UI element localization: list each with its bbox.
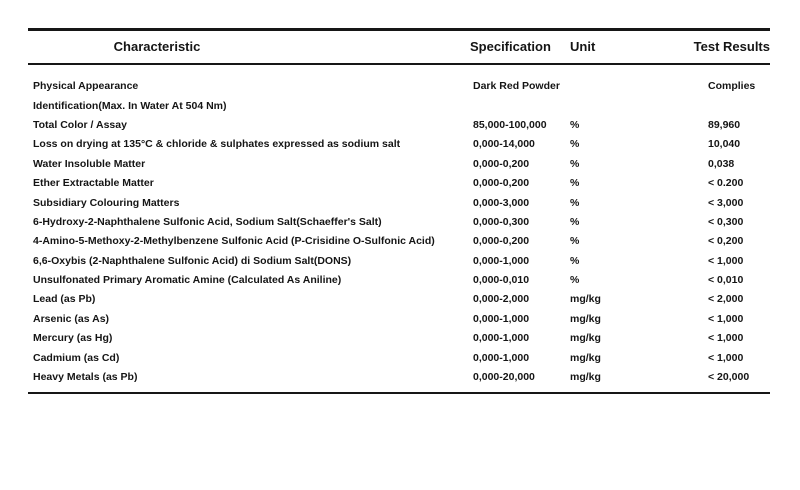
row-characteristic: Subsidiary Colouring Matters: [33, 196, 180, 209]
table-row: [28, 329, 770, 348]
row-characteristic: Total Color / Assay: [33, 118, 127, 131]
row-characteristic: Heavy Metals (as Pb): [33, 371, 138, 384]
row-specification: 0,000-14,000: [473, 138, 535, 151]
row-test-result: < 20,000: [708, 371, 750, 384]
row-unit: mg/kg: [570, 293, 601, 306]
column-header-specification: Specification: [470, 39, 551, 54]
row-specification: 0,000-1,000: [473, 351, 530, 364]
row-characteristic: Ether Extractable Matter: [33, 177, 154, 190]
row-test-result: 10,040: [708, 138, 741, 151]
row-characteristic: Water Insoluble Matter: [33, 157, 146, 170]
row-unit: mg/kg: [570, 371, 601, 384]
table-row: [28, 232, 770, 251]
row-specification: 85,000-100,000: [473, 118, 547, 131]
column-header-characteristic: Characteristic: [113, 39, 201, 54]
table-row: [28, 193, 770, 212]
row-specification: 0,000-0,200: [473, 157, 530, 170]
row-test-result: < 1,000: [708, 351, 744, 364]
row-specification: 0,000-1,000: [473, 254, 530, 267]
row-unit: %: [570, 177, 580, 190]
row-test-result: Complies: [708, 80, 756, 93]
row-unit: mg/kg: [570, 351, 601, 364]
row-test-result: 89,960: [708, 118, 741, 131]
row-characteristic: Cadmium (as Cd): [33, 351, 120, 364]
table-row: [28, 155, 770, 174]
row-characteristic: 4-Amino-5-Methoxy-2-Methylbenzene Sulfonic Acid (P-Crisidine O-Sulfonic Acid): [33, 235, 435, 248]
table-row: [28, 310, 770, 329]
row-characteristic: Arsenic (as As): [33, 312, 110, 325]
row-unit: %: [570, 274, 580, 287]
row-specification: 0,000-1,000: [473, 332, 530, 345]
row-unit: mg/kg: [570, 312, 601, 325]
table-row: [28, 77, 770, 96]
row-unit: %: [570, 254, 580, 267]
table-bottom-rule: [28, 392, 770, 394]
row-unit: %: [570, 196, 580, 209]
row-test-result: < 0,300: [708, 215, 744, 228]
row-unit: %: [570, 138, 580, 151]
row-characteristic: 6,6-Oxybis (2-Naphthalene Sulfonic Acid) di Sodium Salt(DONS): [33, 254, 352, 267]
row-unit: %: [570, 235, 580, 248]
row-test-result: < 1,000: [708, 312, 744, 325]
row-unit: mg/kg: [570, 332, 601, 345]
row-test-result: < 1,000: [708, 254, 744, 267]
row-specification: 0,000-0,200: [473, 177, 530, 190]
row-test-result: < 0,200: [708, 235, 744, 248]
row-specification: 0,000-0,010: [473, 274, 530, 287]
row-specification: 0,000-3,000: [473, 196, 530, 209]
column-header-test-results: Test Results: [693, 39, 770, 54]
row-unit: %: [570, 157, 580, 170]
row-test-result: < 2,000: [708, 293, 744, 306]
table-row: [28, 174, 770, 193]
table-row: [28, 252, 770, 271]
row-test-result: < 3,000: [708, 196, 744, 209]
row-test-result: < 0,010: [708, 274, 744, 287]
table-row: [28, 368, 770, 387]
row-characteristic: 6-Hydroxy-2-Naphthalene Sulfonic Acid, Sodium Salt(Schaeffer's Salt): [33, 215, 382, 228]
row-specification: 0,000-1,000: [473, 312, 530, 325]
table-row: [28, 290, 770, 309]
row-unit: %: [570, 118, 580, 131]
table-row: [28, 96, 770, 115]
table-top-rule: [28, 28, 770, 31]
row-specification: 0,000-20,000: [473, 371, 535, 384]
table-row: [28, 135, 770, 154]
table-row: [28, 213, 770, 232]
table-row: [28, 116, 770, 135]
table-row: [28, 271, 770, 290]
row-specification: 0,000-2,000: [473, 293, 530, 306]
table-rows: [28, 77, 770, 387]
row-specification: 0,000-0,300: [473, 215, 530, 228]
table-header-rule: [28, 63, 770, 65]
column-header-unit: Unit: [570, 39, 596, 54]
row-characteristic: Physical Appearance: [33, 80, 139, 93]
row-test-result: 0,038: [708, 157, 735, 170]
row-test-result: < 1,000: [708, 332, 744, 345]
row-unit: %: [570, 215, 580, 228]
row-test-result: < 0.200: [708, 177, 744, 190]
row-characteristic: Lead (as Pb): [33, 293, 96, 306]
row-characteristic: Mercury (as Hg): [33, 332, 113, 345]
row-characteristic: Identification(Max. In Water At 504 Nm): [33, 99, 227, 112]
row-characteristic: Unsulfonated Primary Aromatic Amine (Calculated As Aniline): [33, 274, 342, 287]
table-row: [28, 348, 770, 367]
row-specification: 0,000-0,200: [473, 235, 530, 248]
row-specification: Dark Red Powder: [473, 80, 560, 93]
row-characteristic: Loss on drying at 135°C & chloride & sulphates expressed as sodium salt: [33, 138, 401, 151]
